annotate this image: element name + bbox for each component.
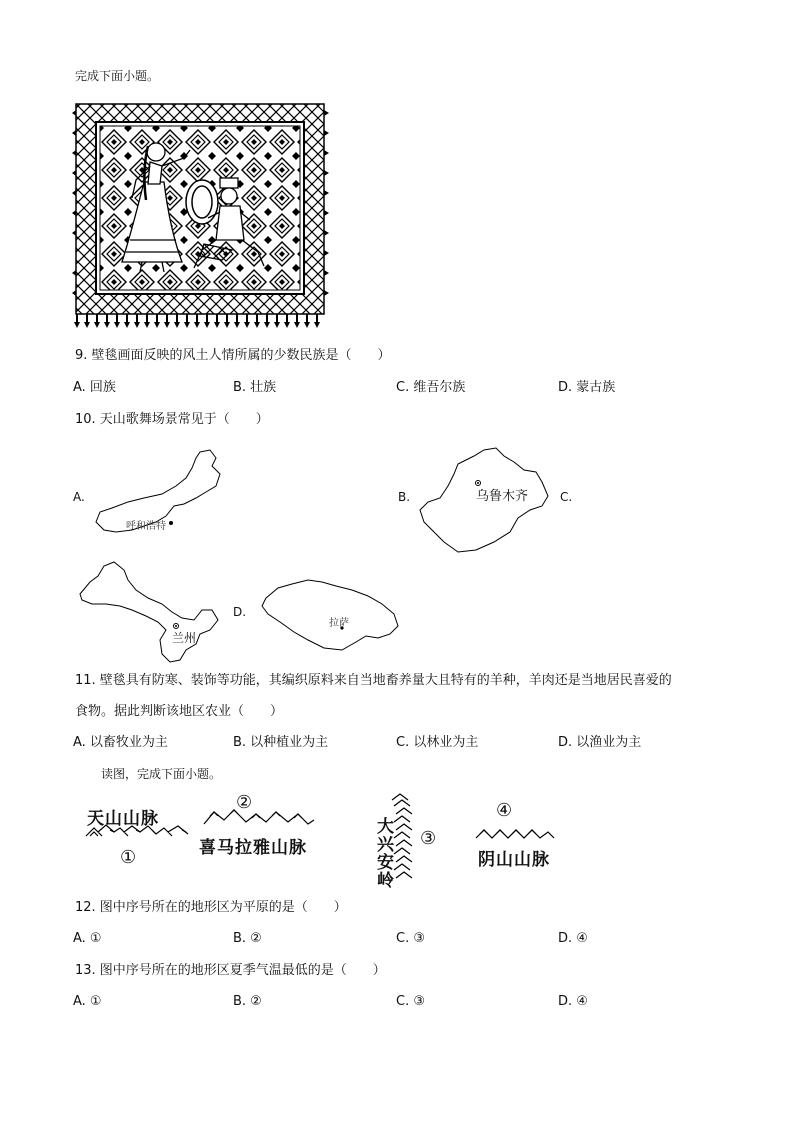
mountain-icon-tianshan xyxy=(86,822,190,838)
label-daxinganling-4: 岭 xyxy=(377,871,395,891)
q11-option-a[interactable]: A. 以畜牧业为主 xyxy=(73,735,168,750)
intro2-text: 读图，完成下面小题。 xyxy=(101,767,222,781)
q12-option-b[interactable]: B. ② xyxy=(233,931,262,946)
q11-option-b[interactable]: B. 以种植业为主 xyxy=(233,735,329,750)
q12-option-c[interactable]: C. ③ xyxy=(396,931,425,946)
q12-stem: 12. 图中序号所在的地形区为平原的是（ ） xyxy=(75,900,347,915)
q13-option-b[interactable]: B. ② xyxy=(233,994,262,1009)
mountain-icon-himalaya xyxy=(204,806,316,826)
map-label-hohhot: 呼和浩特 xyxy=(126,521,166,532)
map-label-lanzhou: 兰州 xyxy=(172,631,197,645)
label-himalaya: 喜马拉雅山脉 xyxy=(199,838,307,858)
q13-option-a[interactable]: A. ① xyxy=(73,994,102,1009)
q13-option-c[interactable]: C. ③ xyxy=(396,994,425,1009)
q9-option-b[interactable]: B. 壮族 xyxy=(233,380,277,395)
q10-option-b-letter[interactable]: B. xyxy=(398,490,411,504)
q13-option-d[interactable]: D. ④ xyxy=(558,994,588,1009)
label-daxinganling-2: 兴 xyxy=(377,835,395,855)
q12-option-d[interactable]: D. ④ xyxy=(558,931,588,946)
q10-option-c-letter[interactable]: C. xyxy=(560,490,573,504)
q13-stem: 13. 图中序号所在的地形区夏季气温最低的是（ ） xyxy=(75,963,386,978)
marker-4: ④ xyxy=(496,800,513,821)
marker-2: ② xyxy=(236,792,253,813)
label-tianshan: 天山山脉 xyxy=(87,809,159,829)
q11-stem-line1: 11. 壁毯具有防寒、装饰等功能，其编织原料来自当地畜养量大且特有的羊种，羊肉还是当地居民喜爱的 xyxy=(75,673,672,688)
label-yinshan: 阴山山脉 xyxy=(478,850,550,870)
q9-option-a[interactable]: A. 回族 xyxy=(73,380,116,395)
map-label-lhasa: 拉萨 xyxy=(329,618,349,629)
q10-option-a-letter[interactable]: A. xyxy=(73,490,85,504)
q11-option-c[interactable]: C. 以林业为主 xyxy=(396,735,479,750)
marker-1: ① xyxy=(120,847,137,868)
label-daxinganling-1: 大 xyxy=(377,817,395,837)
mountain-icon-yinshan xyxy=(476,826,554,840)
q11-option-d[interactable]: D. 以渔业为主 xyxy=(558,735,642,750)
q10-option-d-letter[interactable]: D. xyxy=(233,605,247,619)
intro-text: 完成下面小题。 xyxy=(75,69,160,83)
q12-option-a[interactable]: A. ① xyxy=(73,931,102,946)
carpet-illustration xyxy=(72,100,328,332)
map-inner-mongolia[interactable] xyxy=(92,446,264,546)
q11-stem-line2: 食物。据此判断该地区农业（ ） xyxy=(75,704,284,719)
marker-3: ③ xyxy=(420,828,437,849)
q9-option-d[interactable]: D. 蒙古族 xyxy=(558,380,616,395)
map-gansu[interactable] xyxy=(76,560,226,664)
q9-stem: 9. 壁毯画面反映的风土人情所属的少数民族是（ ） xyxy=(75,348,391,363)
drum xyxy=(186,180,218,224)
q10-stem: 10. 天山歌舞场景常见于（ ） xyxy=(75,412,269,427)
map-label-urumqi: 乌鲁木齐 xyxy=(476,489,529,504)
q9-option-c[interactable]: C. 维吾尔族 xyxy=(396,380,466,395)
label-daxinganling-3: 安 xyxy=(377,853,395,873)
